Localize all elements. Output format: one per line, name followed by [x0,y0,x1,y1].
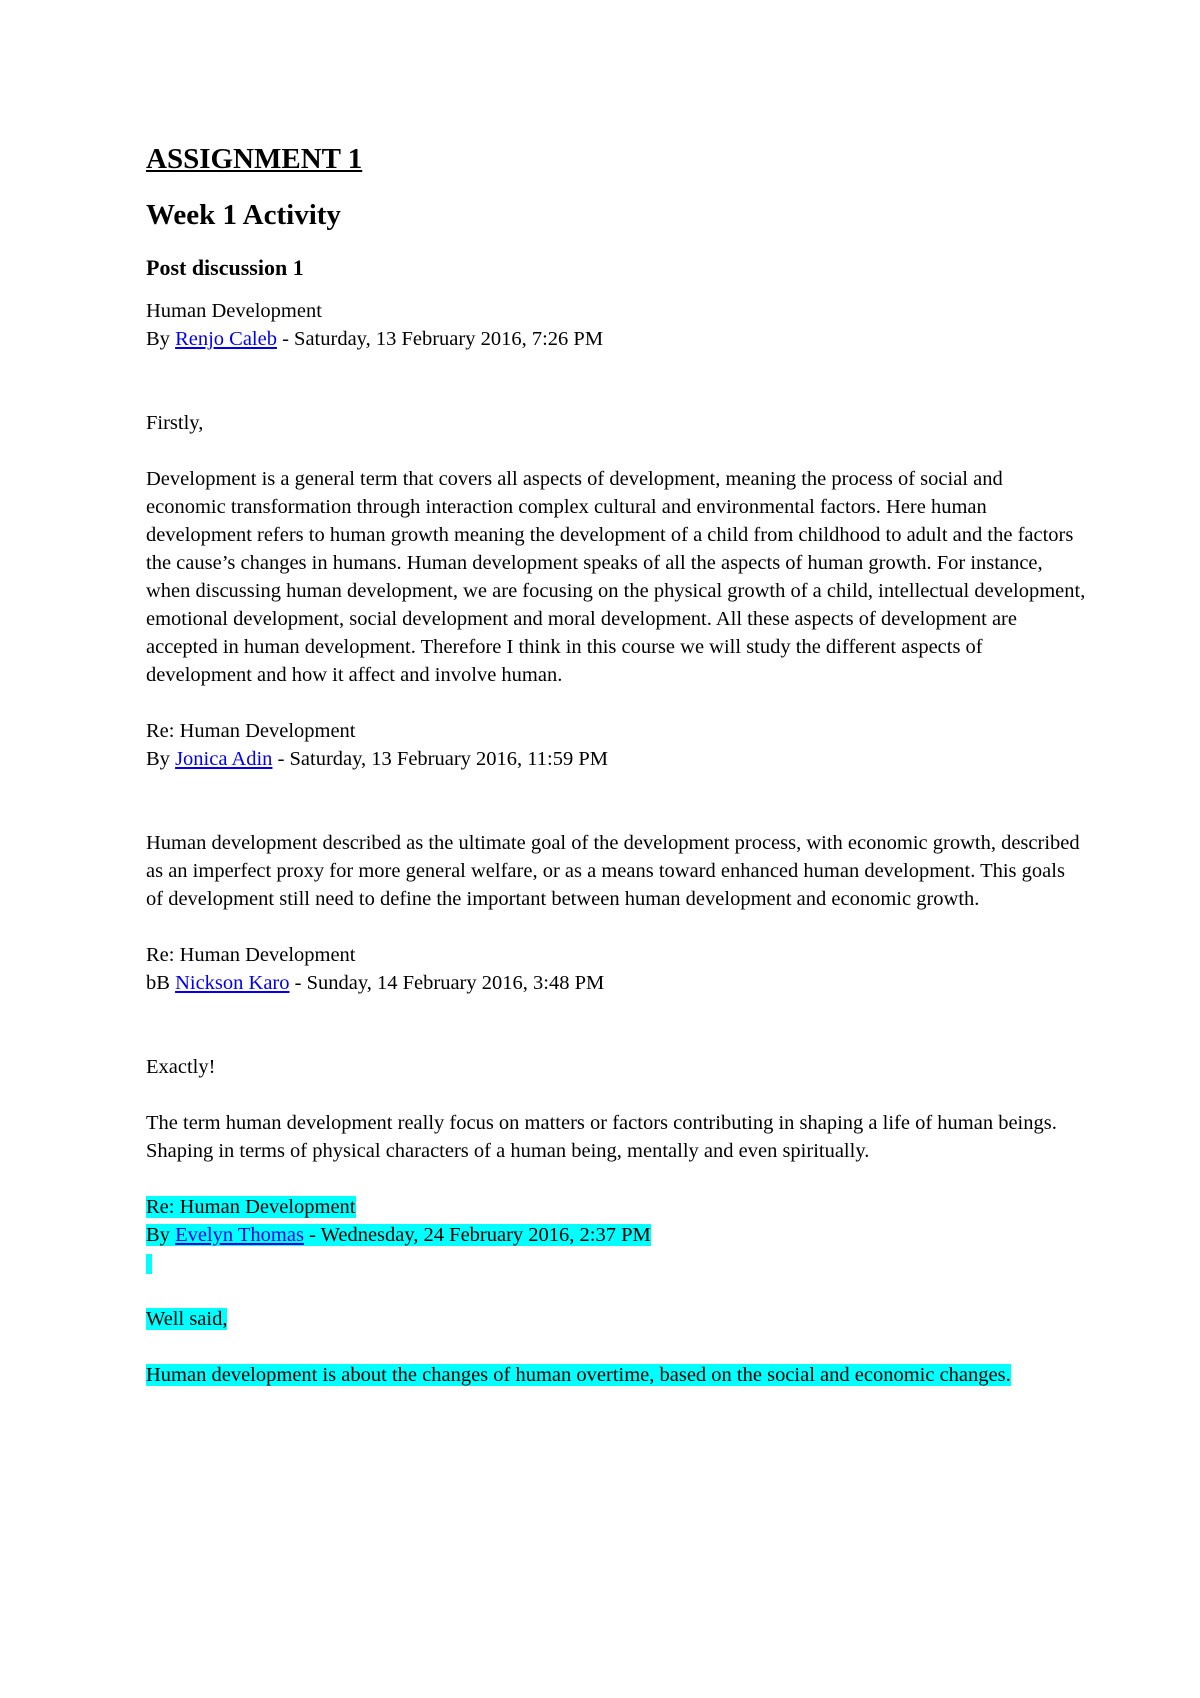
post-subject: Human Development [146,300,322,322]
post-paragraph: Development is a general term that covers all aspects of development, meaning the process of social and economic transformation through interaction complex cultural and environmental factors. Here human development refers to human growth meaning the development of a child from childhood to adult and the factors the cause’s changes in humans. Human development speaks of all the aspects of human growth. For instance, when discussing human development, we are focusing on the physical growth of a child, intellectual development, emotional development, social development and moral development. All these aspects of development are accepted in human development. Therefore I think in this course we will study the different aspects of development and how it affect and involve human. [146,468,1086,686]
byline-prefix: bB [146,972,170,994]
post-date: - Saturday, 13 February 2016, 11:59 PM [272,748,608,770]
post-paragraph: Exactly! [146,1056,216,1078]
author-link[interactable]: Nickson Karo [175,972,290,994]
post [146,717,1086,913]
post [146,941,1086,1165]
post [146,297,1086,689]
highlight-marker [146,1249,1086,1277]
author-link[interactable]: Renjo Caleb [175,328,277,350]
post-paragraph: The term human development really focus on matters or factors contributing in shaping a life of human beings. Shaping in terms of physical characters of a human being, mentally and even spiritually. [146,1112,1057,1162]
assignment-title: ASSIGNMENT 1 [146,143,363,175]
byline-prefix: By [146,1224,170,1246]
post-paragraph-text: Human development is about the changes of human overtime, based on the social and economic changes. [146,1364,1011,1386]
post-highlighted [146,1193,1086,1389]
post-byline [146,969,1086,997]
post-byline [146,745,1086,773]
section-heading: Post discussion 1 [146,255,304,280]
post-paragraph-text: Well said, [146,1308,228,1330]
author-link[interactable]: Evelyn Thomas [175,1224,304,1246]
post-subject: Re: Human Development [146,720,356,742]
post-subject [146,1193,1086,1221]
byline-prefix: By [146,328,170,350]
post-date: - Wednesday, 24 February 2016, 2:37 PM [303,1224,651,1246]
post-subject: Re: Human Development [146,944,356,966]
author-link[interactable]: Jonica Adin [175,748,273,770]
post-paragraph: Firstly, [146,412,204,434]
post-date: - Saturday, 13 February 2016, 7:26 PM [276,328,604,350]
post-paragraph [146,1361,1086,1389]
post-paragraph [146,1305,1086,1333]
post-paragraph: Human development described as the ultimate goal of the development process, with economic growth, described as an imperfect proxy for more general welfare, or as a means toward enhanced human development. This goals of development still need to define the important between human development and economic growth. [146,832,1080,910]
post-byline [146,1221,1086,1249]
document-content [146,138,1086,1389]
post-date: - Sunday, 14 February 2016, 3:48 PM [289,972,605,994]
post-byline [146,325,1086,353]
week-heading: Week 1 Activity [146,199,341,231]
post-subject-text: Re: Human Development [146,1196,356,1218]
byline-prefix: By [146,748,170,770]
